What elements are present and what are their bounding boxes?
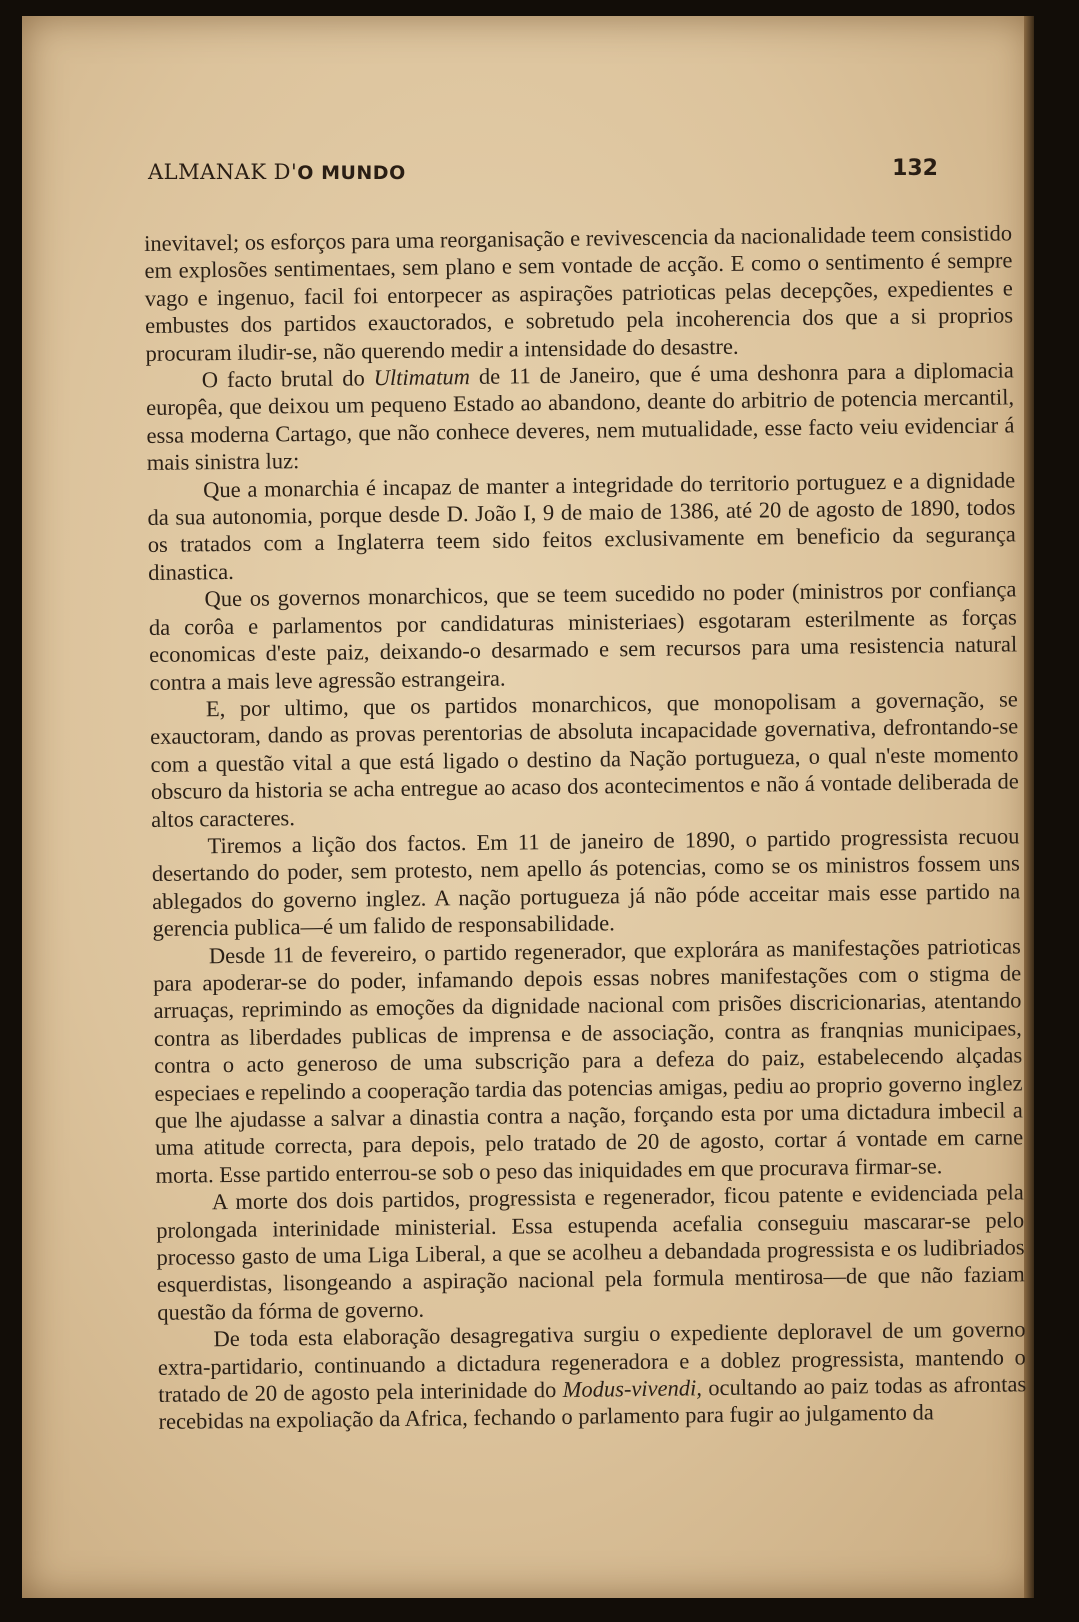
- paragraph: [153, 932, 1024, 1189]
- running-title-prefix: ALMANAK D': [148, 160, 298, 184]
- running-title-brand: O MUNDO: [297, 162, 406, 184]
- paragraph-text: De toda esta elaboração desagregativa surgiu o expediente deploravel de um governo extra-partidario, continuando a dictadura regeneradora e a doblez progressista, mantendo o tratado de 20 de agosto pela interinidade do: [157, 1316, 1026, 1407]
- paragraph-text: de 11 de Janeiro, que é uma deshonra para a diplomacia europêa, que deixou um pequeno Estado ao abandono, deante do arbitrio de potencia mercantil, essa moderna Cartago, que não conhece deveres, nem mutualidade, esse facto veiu evidenciar á mais sinistra luz:: [146, 357, 1015, 476]
- paragraph: [151, 822, 1020, 942]
- paragraph-text: O facto brutal do: [201, 365, 374, 393]
- paragraph-text: Desde 11 de fevereiro, o partido regenerador, que explorára as manifestações patrioticas para apoderar-se do poder, infamando depois essas nobres manifestações com o stigma de arruaças, reprimindo as emoções da dignidade nacional com prisões discricionarias, atentando contra as liberdades publicas de imprensa e de associação, contra as franqnias municipaes, contra o acto generoso de uma subscrição para a defeza do paiz, estabelecendo alçadas especiaes e repelindo a cooperação tardia das potencias amigas, pediu ao proprio governo inglez que lhe ajudasse a salvar a dinastia contra a nação, forçando esta por uma dictadura imbecil a uma atitude correcta, para depois, pelo tratado de 20 de agosto, cortar á vontade em carne morta. Esse partido enterrou-se sob o peso das iniquidades em que procurava firmar-se.: [153, 932, 1024, 1188]
- paragraph: [150, 685, 1020, 833]
- page-header: [148, 156, 978, 192]
- paragraph: [146, 356, 1015, 476]
- paragraph: [147, 466, 1016, 586]
- paragraph: [157, 1316, 1026, 1436]
- paragraph-text: Que a monarchia é incapaz de manter a integridade do territorio portuguez e a dignidade da sua autonomia, porque desde D. João I, 9 de maio de 1386, até 20 de agosto de 1890, todos os tratados com a Inglaterra teem sido feitos exclusivamente em beneficio da segurança dinastica.: [147, 467, 1016, 585]
- running-title: [148, 160, 406, 184]
- paragraph: [148, 576, 1017, 696]
- italic-text: Modus-vivendi,: [562, 1375, 703, 1403]
- body-text: [144, 219, 1027, 1435]
- paragraph-text: inevitavel; os esforços para uma reorganisação e revivescencia da nacionalidade teem consistido em explosões sentimentaes, sem plano e sem vontade de acção. E como o sentimento é sempre vago e ingenuo, facil foi entorpecer as aspirações patrioticas pelas decepções, expedientes e embustes dos partidos exauctorados, e sobretudo pela incoherencia dos que a si proprios procuram iludir-se, não querendo medir a intensidade do desastre.: [144, 220, 1014, 366]
- paragraph: [144, 219, 1014, 367]
- paragraph: [156, 1179, 1026, 1327]
- paragraph-text: ocultando ao paiz todas as afrontas recebidas na expoliação da Africa, fechando o parlamento para fugir ao julgamento da: [158, 1371, 1027, 1435]
- paragraph-text: A morte dos dois partidos, progressista e regenerador, ficou patente e evidenciada pela prolongada interinidade ministerial. Essa estupenda acefalia conseguiu mascarar-se pelo processo gasto de uma Liga Liberal, a que se acolheu a debandada progressista e os ludibriados esquerdistas, lisongeando a aspiração nacional pela formula mentirosa—de que não faziam questão da fórma de governo.: [156, 1179, 1025, 1325]
- book-page: [22, 16, 1034, 1598]
- paragraph-text: Tiremos a lição dos factos. Em 11 de janeiro de 1890, o partido progressista recuou desertando do poder, sem protesto, nem apello ás potencias, como se os ministros fossem uns ablegados do governo inglez. A nação portugueza já não póde acceitar mais esse partido na gerencia publica—é um falido de responsabilidade.: [151, 823, 1021, 942]
- paragraph-text: E, por ultimo, que os partidos monarchicos, que monopolisam a governação, se exauctoram, dando as provas perentorias de absoluta incapacidade governativa, defrontando-se com a questão vital a que está ligado o destino da Nação portugueza, o qual n'este momento obscuro da historia se acha entregue ao acaso dos acontecimentos e não á vontade deliberada de altos caracteres.: [150, 686, 1019, 832]
- page-number: 132: [892, 156, 938, 181]
- italic-text: Ultimatum: [373, 364, 471, 391]
- paragraph-text: Que os governos monarchicos, que se teem sucedido no poder (ministros por confiança da corôa e parlamentos por candidaturas ministeriaes) esgotaram esterilmente as forças economicas d'este paiz, deixando-o desarmado e sem recursos para uma resistencia natural contra a mais leve agressão estrangeira.: [148, 576, 1018, 695]
